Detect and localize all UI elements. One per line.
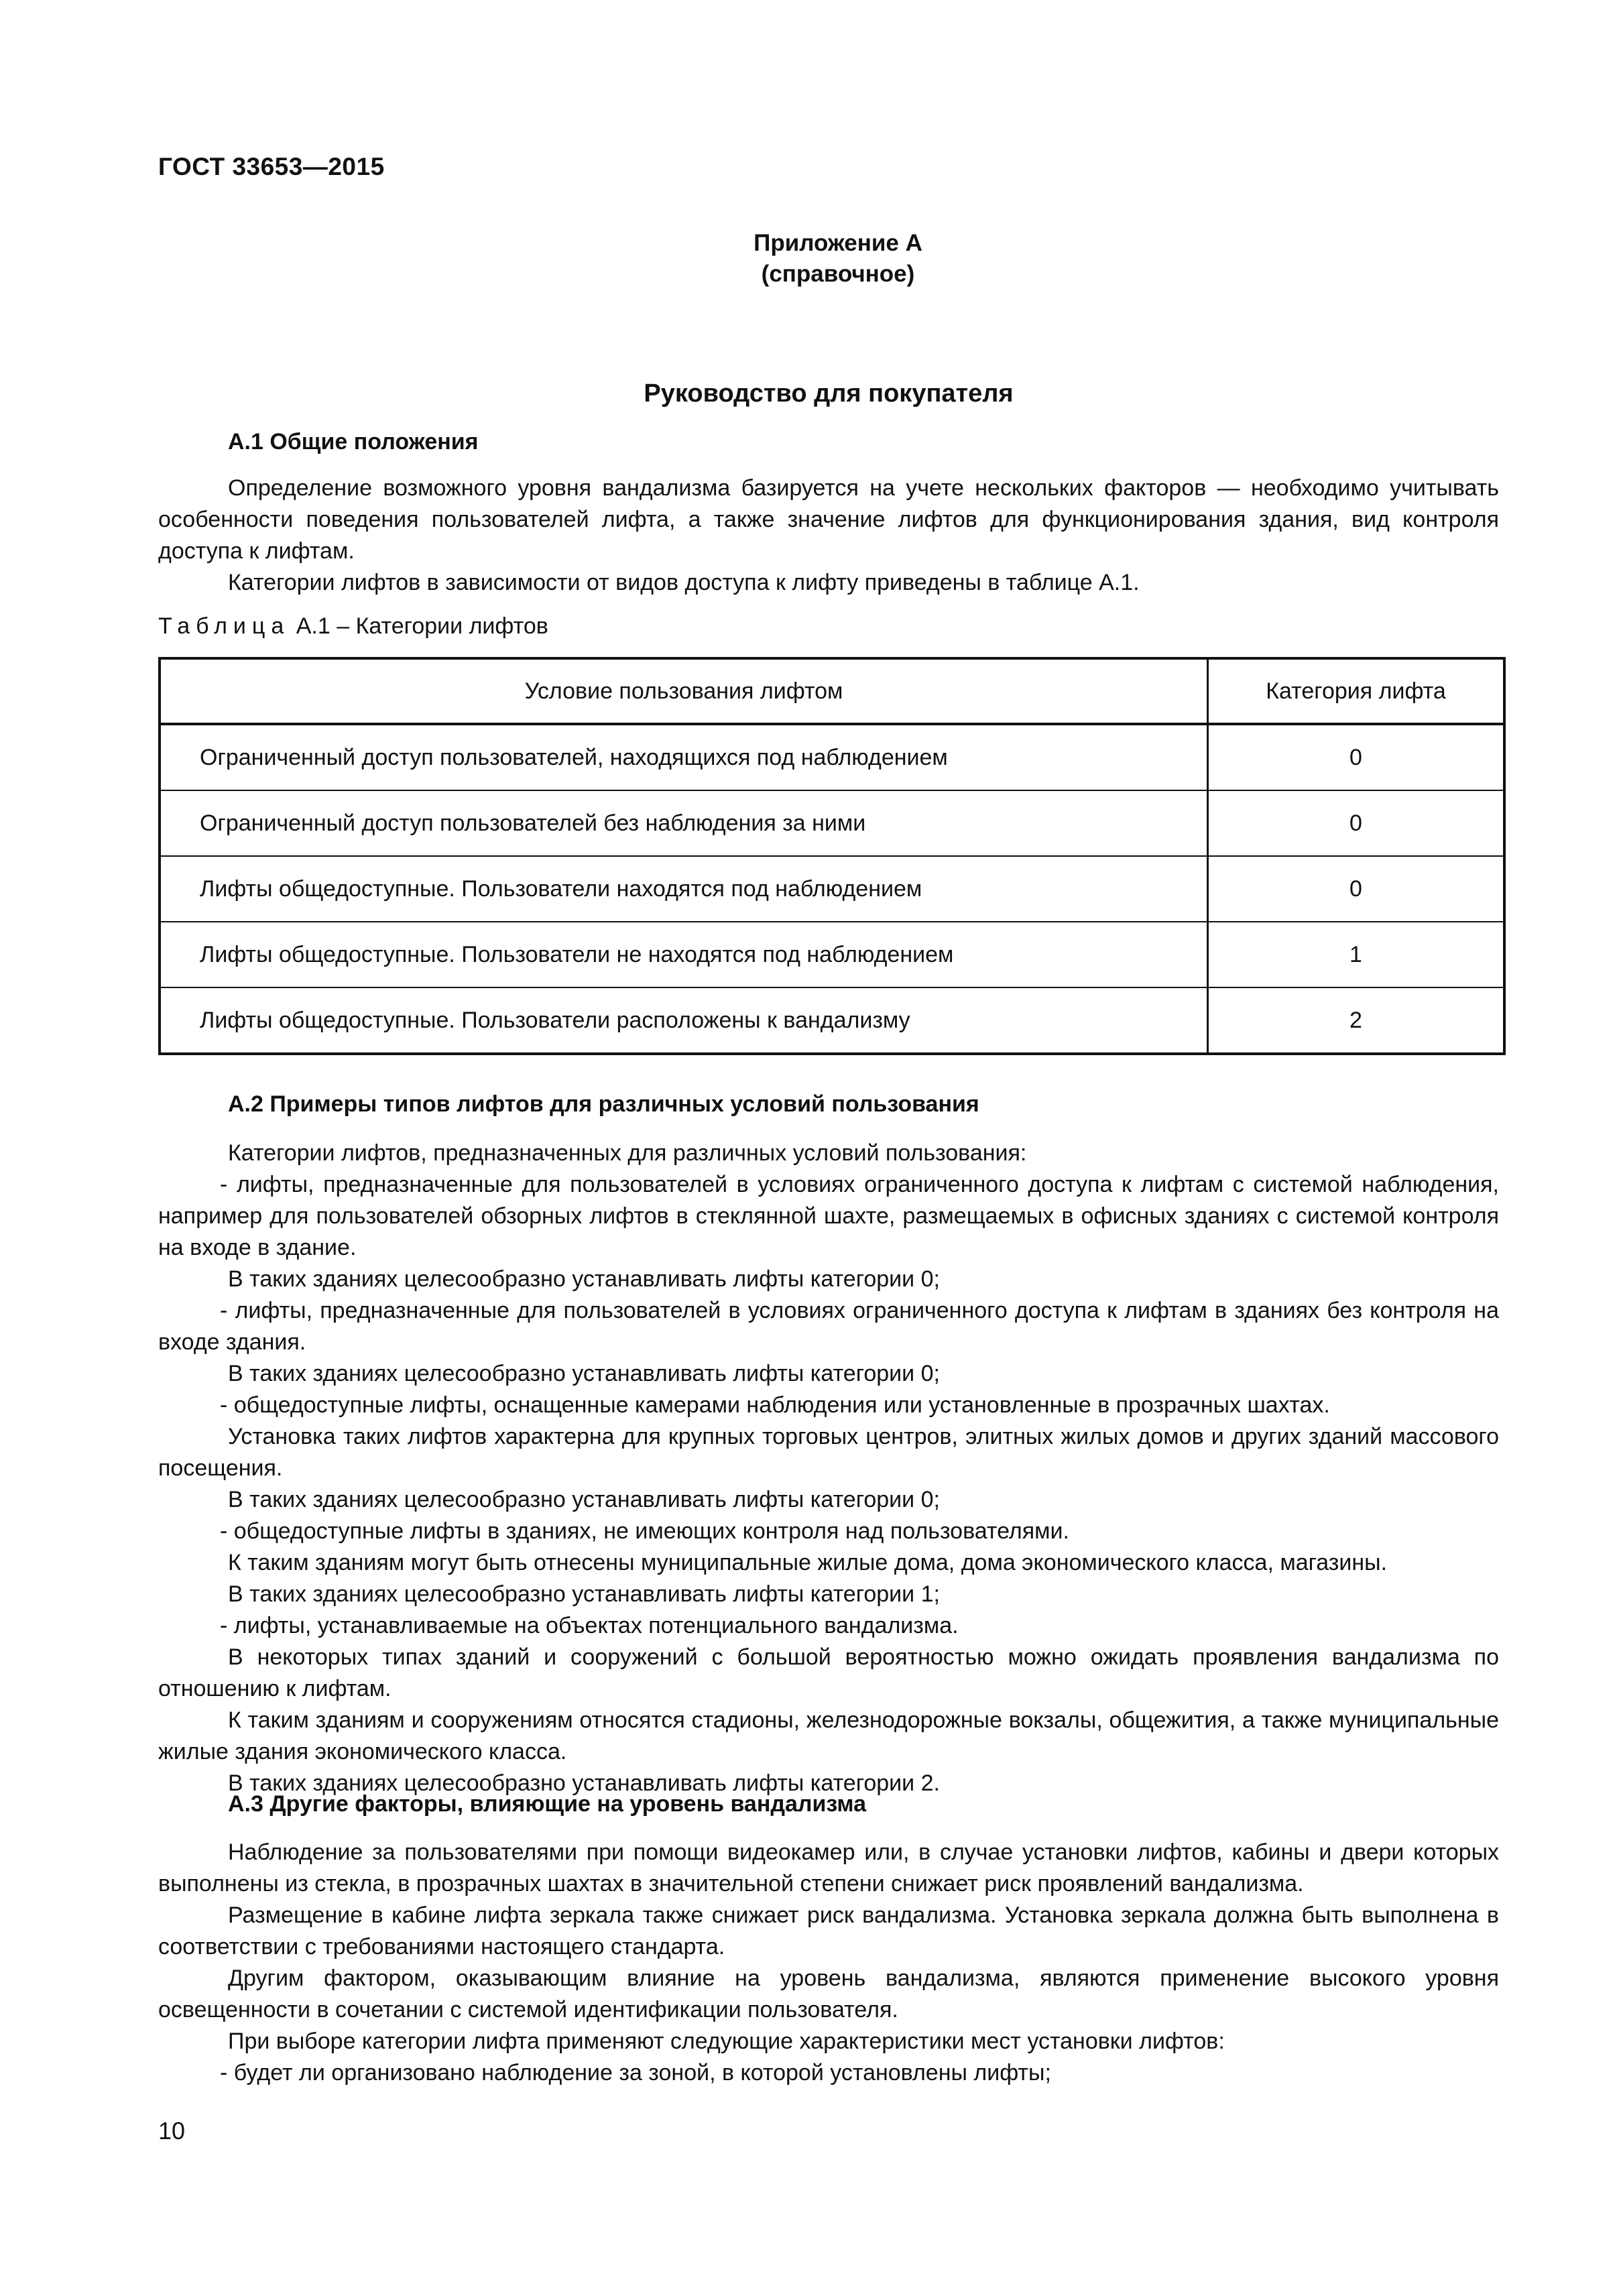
- list-item: - лифты, устанавливаемые на объектах потенциального вандализма.: [220, 1613, 959, 1638]
- list-item: - общедоступные лифты в зданиях, не имеющих контроля над пользователями.: [220, 1518, 1069, 1544]
- table-cell: 0: [1208, 724, 1505, 790]
- page-number: 10: [158, 2117, 186, 2144]
- annex-title: Приложение А: [754, 230, 922, 256]
- section-a1-heading: А.1 Общие положения: [228, 429, 479, 455]
- table-row: [160, 724, 1504, 790]
- table-header-row: [160, 658, 1504, 724]
- list-item: - лифты, предназначенные для пользователей в условиях ограниченного доступа к лифтам с системой наблюдения, например для пользователей обзорных лифтов в стеклянной шахте, размещаемых в офисных зданиях с системой контроля на входе в здание.: [158, 1172, 1499, 1260]
- paragraph: Категории лифтов в зависимости от видов доступа к лифту приведены в таблице А.1.: [228, 570, 1140, 595]
- table-cell: Лифты общедоступные. Пользователи не находятся под наблюдением: [160, 922, 1208, 987]
- section-a3-text: [158, 1837, 1499, 2089]
- paragraph: В таких зданиях целесообразно устанавливать лифты категории 2.: [228, 1770, 940, 1796]
- paragraph: Установка таких лифтов характерна для крупных торговых центров, элитных жилых домов и других зданий массового посещения.: [158, 1424, 1499, 1481]
- section-a3-heading: А.3 Другие факторы, влияющие на уровень вандализма: [228, 1791, 867, 1817]
- annex-note: (справочное): [761, 261, 915, 287]
- table-cell: Ограниченный доступ пользователей, находящихся под наблюдением: [160, 724, 1208, 790]
- paragraph: При выборе категории лифта применяют следующие характеристики мест установки лифтов:: [228, 2029, 1225, 2054]
- table-caption-text: А.1 – Категории лифтов: [290, 613, 548, 639]
- list-item: - общедоступные лифты, оснащенные камерами наблюдения или установленные в прозрачных шахтах.: [220, 1392, 1330, 1418]
- list-item: - лифты, предназначенные для пользователей в условиях ограниченного доступа к лифтам в зданиях без контроля на входе здания.: [158, 1298, 1499, 1355]
- table-row: [160, 922, 1504, 987]
- paragraph: В некоторых типах зданий и сооружений с большой вероятностью можно ожидать проявления вандализма по отношению к лифтам.: [158, 1644, 1499, 1701]
- table-header-cell: Категория лифта: [1208, 658, 1505, 724]
- lift-categories-table: [158, 657, 1506, 1055]
- list-item: - будет ли организовано наблюдение за зоной, в которой установлены лифты;: [220, 2060, 1051, 2086]
- table-cell: Лифты общедоступные. Пользователи находятся под наблюдением: [160, 856, 1208, 922]
- paragraph: В таких зданиях целесообразно устанавливать лифты категории 0;: [228, 1361, 940, 1386]
- table-row: [160, 987, 1504, 1054]
- table-cell: 2: [1208, 987, 1505, 1054]
- paragraph: К таким зданиям и сооружениям относятся стадионы, железнодорожные вокзалы, общежития, а также муниципальные жилые здания экономического класса.: [158, 1707, 1499, 1764]
- table-caption-word: Таблица: [158, 613, 290, 639]
- section-a2-text: [158, 1138, 1499, 1799]
- table-header-cell: Условие пользования лифтом: [160, 658, 1208, 724]
- paragraph: В таких зданиях целесообразно устанавливать лифты категории 0;: [228, 1266, 940, 1292]
- section-a1-text: [158, 473, 1499, 599]
- table-cell: 0: [1208, 790, 1505, 856]
- document-header: ГОСТ 33653—2015: [158, 153, 385, 180]
- table-row: [160, 856, 1504, 922]
- page-title: Руководство для покупателя: [644, 379, 1014, 408]
- table-cell: 0: [1208, 856, 1505, 922]
- table-row: [160, 790, 1504, 856]
- paragraph: К таким зданиям могут быть отнесены муниципальные жилые дома, дома экономического класса, магазины.: [228, 1550, 1388, 1575]
- paragraph: В таких зданиях целесообразно устанавливать лифты категории 0;: [228, 1487, 940, 1512]
- annex-heading: [603, 228, 1073, 290]
- paragraph: Наблюдение за пользователями при помощи видеокамер или, в случае установки лифтов, кабины и двери которых выполнены из стекла, в прозрачных шахтах в значительной степени снижает риск проявлений вандализма.: [158, 1839, 1499, 1896]
- paragraph: В таких зданиях целесообразно устанавливать лифты категории 1;: [228, 1581, 940, 1607]
- section-a2-heading: А.2 Примеры типов лифтов для различных условий пользования: [228, 1091, 979, 1117]
- paragraph: Другим фактором, оказывающим влияние на уровень вандализма, являются применение высокого уровня освещенности в сочетании с системой идентификации пользователя.: [158, 1966, 1499, 2022]
- paragraph: Размещение в кабине лифта зеркала также снижает риск вандализма. Установка зеркала должна быть выполнена в соответствии с требованиями настоящего стандарта.: [158, 1902, 1499, 1959]
- paragraph: Определение возможного уровня вандализма базируется на учете нескольких факторов — необходимо учитывать особенности поведения пользователей лифта, а также значение лифтов для функционирования здания, вид контроля доступа к лифтам.: [158, 475, 1499, 564]
- table-cell: Лифты общедоступные. Пользователи расположены к вандализму: [160, 987, 1208, 1054]
- paragraph: Категории лифтов, предназначенных для различных условий пользования:: [228, 1140, 1027, 1166]
- table-cell: Ограниченный доступ пользователей без наблюдения за ними: [160, 790, 1208, 856]
- table-caption: [158, 613, 548, 640]
- table-cell: 1: [1208, 922, 1505, 987]
